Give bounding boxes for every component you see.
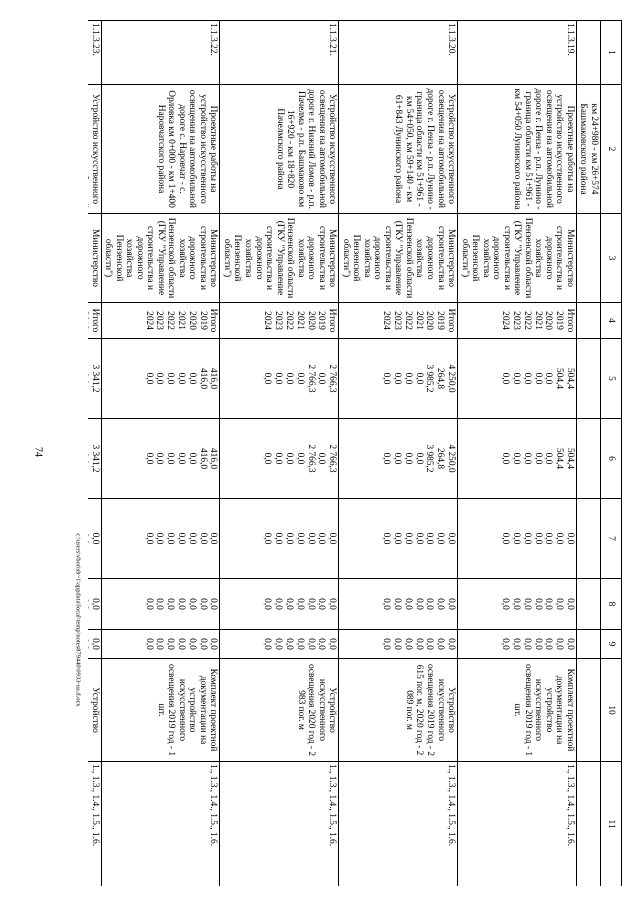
header-cell: 9 bbox=[601, 630, 622, 659]
value: 0,0 bbox=[262, 452, 273, 465]
value: 0,0 bbox=[402, 638, 413, 650]
value: 2 766,3 bbox=[305, 364, 316, 393]
program-table bbox=[88, 20, 622, 886]
indicators-cell: 1., 1.3., 1.4., 1.5., 1.6. bbox=[339, 762, 458, 887]
value: 0,0 bbox=[143, 452, 154, 465]
row-id-cell: 1.1.3.20. bbox=[339, 21, 458, 85]
value: 0,0 bbox=[500, 598, 511, 610]
header-cell: 1 bbox=[601, 21, 622, 85]
value: 0,0 bbox=[532, 598, 543, 610]
value: 0,0 bbox=[176, 638, 187, 650]
value: 0,0 bbox=[521, 372, 532, 385]
total-funding-cell bbox=[220, 339, 339, 419]
year-cell bbox=[88, 303, 101, 339]
value: 0,0 bbox=[316, 372, 327, 385]
value: 2021 bbox=[176, 311, 187, 330]
value: 0,0 bbox=[294, 532, 305, 545]
table-row bbox=[458, 21, 577, 887]
rotated-page-area bbox=[88, 20, 622, 886]
executor-cell: Министерство строительства и дорожного хозяйства Пензенской области (ГКУ "Управление строительства и дорожного хозяйства Пензенской области") bbox=[339, 214, 458, 303]
value: 0,0 bbox=[532, 452, 543, 465]
value: 2023 bbox=[154, 311, 165, 330]
value: 0,0 bbox=[446, 638, 457, 650]
value: 0,0 bbox=[392, 532, 403, 545]
empty-cell bbox=[576, 630, 600, 659]
empty-cell bbox=[576, 21, 600, 85]
table-row bbox=[101, 21, 220, 887]
empty-cell bbox=[576, 303, 600, 339]
header-cell: 5 bbox=[601, 339, 622, 419]
value: 0,0 bbox=[435, 598, 446, 610]
empty-cell bbox=[576, 419, 600, 499]
value: 0,0 bbox=[316, 452, 327, 465]
footer-file-path: c:\users\vborish~1\appdata\local\temp\notes879440\0933-ua.d.ocx bbox=[74, 533, 82, 707]
value: 0,0 bbox=[154, 598, 165, 610]
local-budget-cell bbox=[458, 579, 577, 630]
total-funding-cell bbox=[101, 339, 220, 419]
value: 0,0 bbox=[543, 372, 554, 385]
value: 0,0 bbox=[154, 452, 165, 465]
row-id-cell: 1.1.3.21. bbox=[220, 21, 339, 85]
value: 0,0 bbox=[435, 638, 446, 650]
executor-cell: Министерство строительства и дорожного хозяйства Пензенской области (ГКУ "Управление строительства и дорожного хозяйства Пензенской области") bbox=[220, 214, 339, 303]
value: 0,0 bbox=[424, 598, 435, 610]
result-cell: Комплект проектной документации на устройство искусственного освещения 2019 год - 1 шт. bbox=[101, 659, 220, 762]
value: 4 250,0 bbox=[446, 444, 457, 473]
empty-cell bbox=[576, 579, 600, 630]
value: 0,0 bbox=[89, 532, 100, 545]
value: 2019 bbox=[197, 311, 208, 330]
value: 0,0 bbox=[154, 372, 165, 385]
executor-cell: Министерство строительства и дорожного хозяйства Пензенской области (ГКУ "Управление строительства и дорожного хозяйства Пензенской области") bbox=[101, 214, 220, 303]
value: 0,0 bbox=[510, 598, 521, 610]
value bbox=[88, 631, 89, 657]
value: 0,0 bbox=[284, 532, 295, 545]
value: 0,0 bbox=[273, 598, 284, 610]
value: 0,0 bbox=[305, 598, 316, 610]
value bbox=[88, 500, 89, 577]
value: 0,0 bbox=[89, 598, 100, 610]
value: 0,0 bbox=[510, 372, 521, 385]
value: 0,0 bbox=[165, 372, 176, 385]
federal-budget-cell bbox=[101, 499, 220, 579]
value: 2024 bbox=[143, 311, 154, 330]
value: 0,0 bbox=[273, 638, 284, 650]
value: 2024 bbox=[381, 311, 392, 330]
value: 2023 bbox=[510, 311, 521, 330]
header-cell: 8 bbox=[601, 579, 622, 630]
value: Итого bbox=[327, 308, 338, 333]
value: 2023 bbox=[273, 311, 284, 330]
executor-cell: Министерство строительства и дорожного хозяйства Пензенской области (ГКУ "Управление строительства и дорожного хозяйства Пензенской области") bbox=[458, 214, 577, 303]
value: 0,0 bbox=[208, 638, 219, 650]
value: 0,0 bbox=[197, 532, 208, 545]
federal-budget-cell bbox=[220, 499, 339, 579]
value: 0,0 bbox=[165, 598, 176, 610]
value: 0,0 bbox=[197, 638, 208, 650]
result-cell: Устройство искусственного освещения 2020 год - 2 983 пог. м bbox=[220, 659, 339, 762]
value: 504,4 bbox=[554, 447, 565, 470]
value: 0,0 bbox=[294, 452, 305, 465]
value: 0,0 bbox=[554, 638, 565, 650]
value: 0,0 bbox=[521, 452, 532, 465]
value: 2022 bbox=[165, 311, 176, 330]
result-cell: Комплект проектной документации на устройство искусственного освещения 2019 год - 1 шт. bbox=[458, 659, 577, 762]
value: 0,0 bbox=[208, 532, 219, 545]
value: 0,0 bbox=[176, 372, 187, 385]
value: 0,0 bbox=[402, 532, 413, 545]
value: 2019 bbox=[316, 311, 327, 330]
value: 0,0 bbox=[186, 452, 197, 465]
value: 0,0 bbox=[543, 452, 554, 465]
event-name-cell: Проектные работы на устройство искусственного освещения на автомобильной дороге с. Наровчат - с. Орловка км 0+000 - км 1+400 Наровчатского района bbox=[101, 85, 220, 214]
table-row bbox=[339, 21, 458, 887]
value: 2021 bbox=[294, 311, 305, 330]
value: 0,0 bbox=[186, 532, 197, 545]
local-budget-cell bbox=[88, 579, 101, 630]
value: 2021 bbox=[532, 311, 543, 330]
value: 0,0 bbox=[381, 598, 392, 610]
event-name-cell: Проектные работы на устройство искусственного освещения на автомобильной дороге г. Пенза - р.п. Лунино - граница области км 51+961 - км 54+050 Лунинского района bbox=[458, 85, 577, 214]
value: 2 766,3 bbox=[305, 444, 316, 473]
indicators-cell: 1., 1.3., 1.4., 1.5., 1.6. bbox=[101, 762, 220, 887]
header-cell: 3 bbox=[601, 214, 622, 303]
local-budget-cell bbox=[220, 579, 339, 630]
value: 0,0 bbox=[327, 532, 338, 545]
value: 0,0 bbox=[327, 638, 338, 650]
year-cell bbox=[458, 303, 577, 339]
header-row bbox=[601, 21, 622, 887]
value: 0,0 bbox=[284, 598, 295, 610]
value: 0,0 bbox=[197, 598, 208, 610]
value: 0,0 bbox=[500, 638, 511, 650]
value: 0,0 bbox=[543, 598, 554, 610]
continued-row bbox=[576, 21, 600, 887]
value: 0,0 bbox=[316, 598, 327, 610]
value: 416,0 bbox=[197, 367, 208, 390]
value: 2024 bbox=[262, 311, 273, 330]
value: 0,0 bbox=[554, 532, 565, 545]
value: 0,0 bbox=[392, 372, 403, 385]
federal-budget-cell bbox=[458, 499, 577, 579]
page-number: 74 bbox=[32, 447, 44, 457]
value: 0,0 bbox=[165, 532, 176, 545]
executor-cell: Министерство bbox=[88, 214, 101, 303]
value: 0,0 bbox=[424, 532, 435, 545]
value: 0,0 bbox=[381, 372, 392, 385]
value: 0,0 bbox=[186, 598, 197, 610]
value: 2024 bbox=[500, 311, 511, 330]
value: 2022 bbox=[284, 311, 295, 330]
row-id-cell: 1.1.3.22. bbox=[101, 21, 220, 85]
value: 416,0 bbox=[208, 367, 219, 390]
empty-cell bbox=[576, 339, 600, 419]
total-funding-cell bbox=[458, 339, 577, 419]
value: 2 766,3 bbox=[327, 444, 338, 473]
value: 0,0 bbox=[510, 638, 521, 650]
value: 0,0 bbox=[143, 598, 154, 610]
value: 0,0 bbox=[413, 452, 424, 465]
value: 0,0 bbox=[262, 372, 273, 385]
value: 0,0 bbox=[532, 532, 543, 545]
value: 0,0 bbox=[424, 638, 435, 650]
value: 2 766,3 bbox=[327, 364, 338, 393]
value: 0,0 bbox=[446, 532, 457, 545]
value: 0,0 bbox=[381, 638, 392, 650]
value: 0,0 bbox=[284, 372, 295, 385]
value: 0,0 bbox=[392, 598, 403, 610]
other-sources-cell bbox=[101, 630, 220, 659]
value: 3 341,2 bbox=[89, 444, 100, 473]
value: 0,0 bbox=[392, 638, 403, 650]
value: 416,0 bbox=[197, 447, 208, 470]
value: 0,0 bbox=[564, 638, 575, 650]
local-budget-cell bbox=[339, 579, 458, 630]
value: 2020 bbox=[543, 311, 554, 330]
value: 0,0 bbox=[392, 452, 403, 465]
value: 0,0 bbox=[316, 638, 327, 650]
table-row bbox=[88, 21, 101, 887]
other-sources-cell bbox=[458, 630, 577, 659]
value: 4 250,0 bbox=[446, 364, 457, 393]
value: 0,0 bbox=[554, 598, 565, 610]
value: 0,0 bbox=[305, 638, 316, 650]
value: 2019 bbox=[554, 311, 565, 330]
value: 0,0 bbox=[413, 598, 424, 610]
value: 0,0 bbox=[186, 638, 197, 650]
indicators-cell: 1., 1.3., 1.4., 1.5., 1.6. bbox=[458, 762, 577, 887]
value: 0,0 bbox=[500, 532, 511, 545]
value: 0,0 bbox=[143, 372, 154, 385]
year-cell bbox=[339, 303, 458, 339]
value: 0,0 bbox=[273, 372, 284, 385]
regional-budget-cell bbox=[220, 419, 339, 499]
row-id-cell: 1.1.3.19. bbox=[458, 21, 577, 85]
value: 264,8 bbox=[435, 447, 446, 470]
value: 0,0 bbox=[294, 638, 305, 650]
value: 0,0 bbox=[564, 532, 575, 545]
value: 0,0 bbox=[500, 372, 511, 385]
event-name-cell: Устройство искусственного освещения на автомобильной дороге г. Нижний Ломов - р.п. Пачелма - р.п. Башмаково км 16+920 - км 18+820 Пачелмского района bbox=[220, 85, 339, 214]
regional-budget-cell bbox=[339, 419, 458, 499]
value: 0,0 bbox=[176, 532, 187, 545]
value: 0,0 bbox=[564, 598, 575, 610]
empty-cell bbox=[576, 499, 600, 579]
indicators-cell: 1., 1.3., 1.4., 1.5., 1.6. bbox=[220, 762, 339, 887]
value: 0,0 bbox=[413, 532, 424, 545]
value: 0,0 bbox=[316, 532, 327, 545]
value: 0,0 bbox=[510, 452, 521, 465]
header-cell: 6 bbox=[601, 419, 622, 499]
year-cell bbox=[220, 303, 339, 339]
empty-cell bbox=[576, 214, 600, 303]
value bbox=[88, 340, 89, 417]
header-cell: 2 bbox=[601, 85, 622, 214]
value: 0,0 bbox=[284, 452, 295, 465]
header-cell: 11 bbox=[601, 762, 622, 887]
table-container bbox=[88, 20, 622, 886]
value: 0,0 bbox=[143, 638, 154, 650]
value: 0,0 bbox=[446, 598, 457, 610]
regional-budget-cell bbox=[101, 419, 220, 499]
value: 0,0 bbox=[521, 638, 532, 650]
value: 0,0 bbox=[543, 638, 554, 650]
value: 0,0 bbox=[143, 532, 154, 545]
result-cell: Устройство bbox=[88, 659, 101, 762]
value: 0,0 bbox=[294, 372, 305, 385]
value: 0,0 bbox=[413, 372, 424, 385]
value: 0,0 bbox=[262, 638, 273, 650]
header-cell: 7 bbox=[601, 499, 622, 579]
value: 0,0 bbox=[186, 372, 197, 385]
other-sources-cell bbox=[88, 630, 101, 659]
other-sources-cell bbox=[220, 630, 339, 659]
value: 0,0 bbox=[262, 598, 273, 610]
value: 504,4 bbox=[564, 447, 575, 470]
continued-location-cell: км 24+980 - км 26+574 Башмаковского района bbox=[576, 85, 600, 214]
value: 0,0 bbox=[273, 452, 284, 465]
value: 0,0 bbox=[435, 532, 446, 545]
event-name-cell: Устройство искусственного освещения на автомобильной дороге г. Пенза - р.п. Лунино - граница области км 51+961 - км 54+050, км 59+140 - км 61+843 Лунинского района bbox=[339, 85, 458, 214]
value: 0,0 bbox=[89, 638, 100, 650]
value: 0,0 bbox=[208, 598, 219, 610]
value: 0,0 bbox=[521, 598, 532, 610]
value: 2022 bbox=[402, 311, 413, 330]
value: 0,0 bbox=[532, 372, 543, 385]
other-sources-cell bbox=[339, 630, 458, 659]
federal-budget-cell bbox=[88, 499, 101, 579]
value: 0,0 bbox=[402, 452, 413, 465]
regional-budget-cell bbox=[458, 419, 577, 499]
value: 2020 bbox=[424, 311, 435, 330]
result-cell: Устройство искусственного освещения 2019 год - 2 615 пог. м, 2020 год - 2 089 пог. м bbox=[339, 659, 458, 762]
table-row bbox=[220, 21, 339, 887]
value: 3 985,2 bbox=[424, 364, 435, 393]
value: 0,0 bbox=[176, 452, 187, 465]
empty-cell bbox=[576, 762, 600, 887]
value: Итого bbox=[208, 308, 219, 333]
value: 2022 bbox=[521, 311, 532, 330]
value: 0,0 bbox=[176, 598, 187, 610]
local-budget-cell bbox=[101, 579, 220, 630]
value: 3 985,2 bbox=[424, 444, 435, 473]
value: 0,0 bbox=[165, 452, 176, 465]
value: 504,4 bbox=[564, 367, 575, 390]
total-funding-cell bbox=[88, 339, 101, 419]
value: 0,0 bbox=[402, 372, 413, 385]
event-name-cell: Устройство искусственного bbox=[88, 85, 101, 214]
header-cell: 4 bbox=[601, 303, 622, 339]
value: 0,0 bbox=[327, 598, 338, 610]
value: 3 341,2 bbox=[89, 364, 100, 393]
value: Итого bbox=[89, 308, 100, 333]
value bbox=[88, 420, 89, 497]
value: 2020 bbox=[305, 311, 316, 330]
value: 0,0 bbox=[154, 532, 165, 545]
value: 0,0 bbox=[165, 638, 176, 650]
row-id-cell: 1.1.3.23. bbox=[88, 21, 101, 85]
year-cell bbox=[101, 303, 220, 339]
header-cell: 10 bbox=[601, 659, 622, 762]
value: 2023 bbox=[392, 311, 403, 330]
value: 0,0 bbox=[154, 638, 165, 650]
value: Итого bbox=[446, 308, 457, 333]
value: 0,0 bbox=[402, 598, 413, 610]
value: 264,8 bbox=[435, 367, 446, 390]
value: 0,0 bbox=[294, 598, 305, 610]
empty-cell bbox=[576, 659, 600, 762]
value: 0,0 bbox=[543, 532, 554, 545]
value: 2021 bbox=[413, 311, 424, 330]
value: 0,0 bbox=[413, 638, 424, 650]
value: 0,0 bbox=[381, 452, 392, 465]
value: 0,0 bbox=[381, 532, 392, 545]
value bbox=[88, 580, 89, 628]
total-funding-cell bbox=[339, 339, 458, 419]
federal-budget-cell bbox=[339, 499, 458, 579]
value: 0,0 bbox=[510, 532, 521, 545]
value: 0,0 bbox=[532, 638, 543, 650]
value: 0,0 bbox=[305, 532, 316, 545]
value: 2020 bbox=[186, 311, 197, 330]
value: 0,0 bbox=[500, 452, 511, 465]
regional-budget-cell bbox=[88, 419, 101, 499]
value: 416,0 bbox=[208, 447, 219, 470]
value: 0,0 bbox=[284, 638, 295, 650]
value: 0,0 bbox=[262, 532, 273, 545]
value: 0,0 bbox=[273, 532, 284, 545]
value: 0,0 bbox=[521, 532, 532, 545]
value: Итого bbox=[564, 308, 575, 333]
value: 2019 bbox=[435, 311, 446, 330]
value: 504,4 bbox=[554, 367, 565, 390]
indicators-cell: 1., 1.3., 1.4., 1.5., 1.6. bbox=[88, 762, 101, 887]
